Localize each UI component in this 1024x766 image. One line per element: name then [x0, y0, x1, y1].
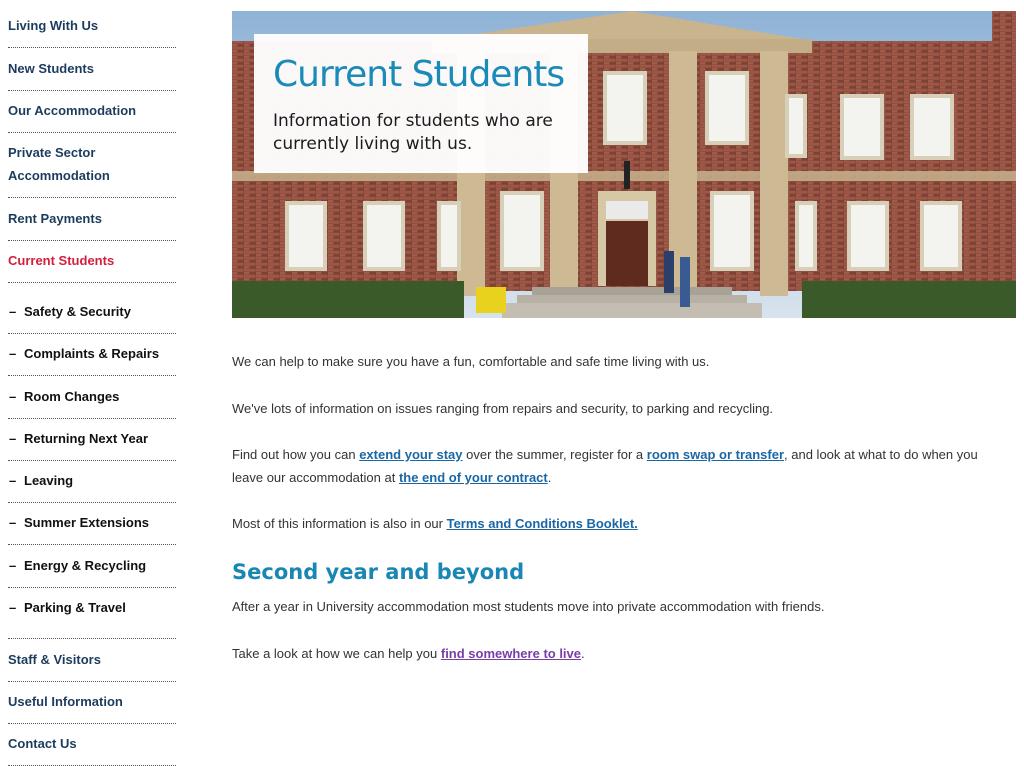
text: over the summer, register for a	[462, 447, 647, 462]
text: Most of this information is also in our	[232, 516, 447, 531]
sidebar-subitem-summer-extensions[interactable]	[0, 511, 149, 545]
text: , and look at what to do when you leave our accommodation at	[232, 447, 978, 485]
end-of-contract-link[interactable]: the end of your contract	[398, 470, 548, 485]
sidebar-subitem-leaving[interactable]	[0, 469, 73, 503]
sidebar-subitem-label: Room Changes	[24, 389, 120, 404]
text: Take a look at how we can help you	[232, 646, 441, 661]
page-subtitle: Information for students who are currently living with us.	[273, 111, 553, 154]
hero-caption-card	[254, 34, 588, 173]
dash-marker: –	[9, 431, 17, 446]
sidebar-item-staff-visitors[interactable]: Staff & Visitors	[0, 648, 101, 682]
sidebar-item-private-sector-accommodation[interactable]: Private Sector Accommodation	[0, 141, 138, 198]
section-heading: Second year and beyond	[232, 560, 525, 584]
sidebar-item-contact-us[interactable]: Contact Us	[0, 732, 77, 766]
room-swap-link[interactable]: room swap or transfer	[646, 447, 785, 462]
page-title: Current Students	[273, 54, 565, 95]
sidebar-subitem-label: Parking & Travel	[24, 600, 126, 615]
dash-marker: –	[9, 600, 17, 615]
booklet-paragraph	[232, 512, 638, 535]
dash-marker: –	[9, 558, 17, 573]
sidebar-item-current-students[interactable]: Current Students	[0, 249, 114, 283]
dash-marker: –	[9, 515, 17, 530]
links-paragraph	[232, 443, 992, 489]
sidebar-subitem-returning-next-year[interactable]	[0, 427, 148, 461]
sidebar-subitem-label: Safety & Security	[24, 304, 131, 319]
text: Find out how you can	[232, 447, 360, 462]
sidebar-subitem-label: Energy & Recycling	[24, 558, 147, 573]
info-paragraph: We've lots of information on issues ranging from repairs and security, to parking and recycling.	[232, 401, 774, 416]
text: .	[547, 470, 552, 485]
sidebar-subitem-label: Leaving	[24, 473, 74, 488]
sidebar-item-living-with-us[interactable]: Living With Us	[0, 14, 98, 48]
sidebar-item-new-students[interactable]: New Students	[0, 57, 94, 91]
sidebar-item-useful-information[interactable]: Useful Information	[0, 690, 123, 724]
sidebar-item-our-accommodation[interactable]: Our Accommodation	[0, 99, 136, 133]
sidebar-subitem-parking-travel[interactable]	[0, 596, 126, 639]
terms-booklet-link[interactable]: Terms and Conditions Booklet.	[446, 516, 638, 531]
help-paragraph	[232, 642, 585, 665]
second-year-paragraph: After a year in University accommodation most students move into private accommodation with friends.	[232, 599, 825, 614]
sidebar-subitem-energy-recycling[interactable]	[0, 554, 146, 588]
sidebar-subitem-safety-security[interactable]	[0, 300, 131, 334]
sidebar-item-rent-payments[interactable]: Rent Payments	[0, 207, 102, 241]
hero-banner	[232, 11, 1016, 318]
sidebar-subitem-complaints-repairs[interactable]	[0, 342, 159, 376]
intro-paragraph: We can help to make sure you have a fun, comfortable and safe time living with us.	[232, 354, 710, 369]
find-somewhere-to-live-link[interactable]: find somewhere to live	[440, 646, 582, 661]
sidebar-subitem-label: Summer Extensions	[24, 515, 149, 530]
sidebar-subitem-room-changes[interactable]	[0, 385, 119, 419]
dash-marker: –	[9, 346, 17, 361]
dash-marker: –	[9, 389, 17, 404]
sidebar-subitem-label: Returning Next Year	[24, 431, 149, 446]
sidebar-subitem-label: Complaints & Repairs	[24, 346, 160, 361]
dash-marker: –	[9, 304, 17, 319]
extend-your-stay-link[interactable]: extend your stay	[359, 447, 463, 462]
text: .	[581, 646, 585, 661]
dash-marker: –	[9, 473, 17, 488]
